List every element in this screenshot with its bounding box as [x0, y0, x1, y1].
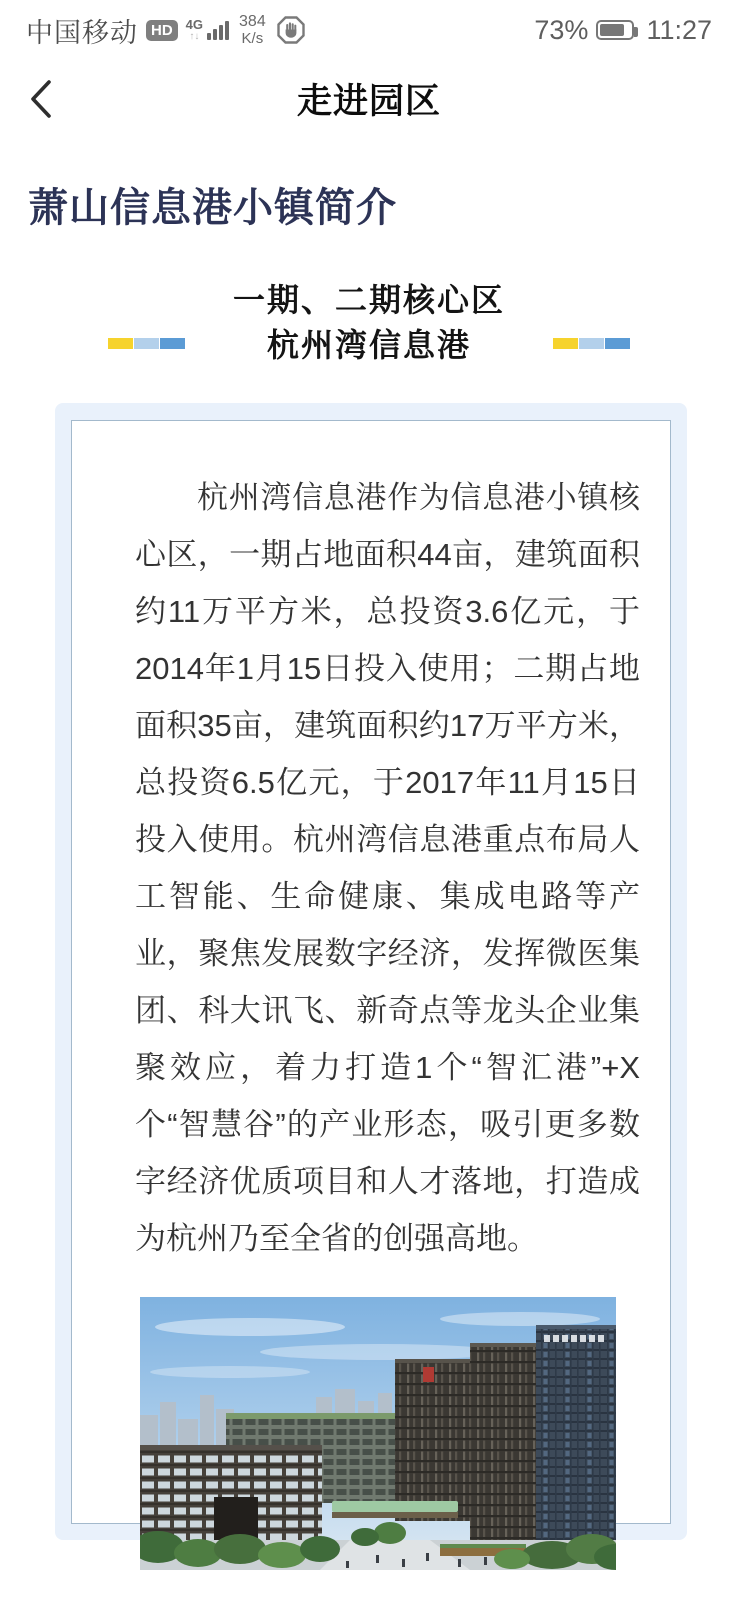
- divider-segment-blue: [160, 338, 185, 349]
- divider-segment-lightblue: [579, 338, 604, 349]
- network-speed: 384 K/s: [239, 12, 266, 47]
- nav-bar: [0, 62, 738, 134]
- article-card: [55, 403, 687, 1540]
- status-right-cluster: [534, 15, 712, 46]
- section-heading: [0, 278, 738, 378]
- section-divider-left: [108, 338, 185, 349]
- campus-photo: [140, 1297, 616, 1570]
- status-bar: [0, 6, 738, 54]
- carrier-label: 中国移动: [26, 17, 138, 48]
- article-body-text: 杭州湾信息港作为信息港小镇核心区，一期占地面积44亩，建筑面积约11万平方米，总投资3.6亿元，于2014年1月15日投入使用；二期占地面积35亩，建筑面积约17万平方米，总投资6.5亿元，于2017年11月15日投入使用。杭州湾信息港重点布局人工智能、生命健康、集成电路等产业，聚焦发展数字经济，发挥微医集团、科大讯飞、新奇点等龙头企业集聚效应，着力打造1个“智汇港”+X个“智慧谷”的产业形态，吸引更多数字经济优质项目和人才落地，打造成为杭州乃至全省的创强高地。: [135, 480, 640, 1256]
- section-heading-line2: 杭州湾信息港: [266, 327, 471, 363]
- network-activity-arrows-icon: ↑↓: [189, 31, 200, 42]
- divider-segment-yellow: [553, 338, 578, 349]
- divider-segment-lightblue: [134, 338, 159, 349]
- signal-bars-icon: [205, 21, 229, 40]
- divider-segment-blue: [605, 338, 630, 349]
- nav-title: 走进园区: [296, 82, 441, 121]
- divider-segment-yellow: [108, 338, 133, 349]
- hd-badge-icon: HD: [146, 20, 178, 41]
- battery-icon: [596, 20, 634, 40]
- status-left-cluster: [26, 11, 306, 50]
- section-heading-line1: 一期、二期核心区: [232, 282, 505, 318]
- battery-percent-label: 73%: [534, 14, 589, 45]
- hand-blocked-icon: [276, 15, 306, 45]
- page-title: 萧山信息港小镇简介: [28, 186, 397, 230]
- campus-photo-illustration: [140, 1297, 616, 1570]
- section-divider-right: [553, 338, 630, 349]
- clock-label: 11:27: [646, 14, 712, 45]
- article-card-inner: [71, 420, 671, 1524]
- network-type-label: 4G ↑↓: [185, 17, 204, 42]
